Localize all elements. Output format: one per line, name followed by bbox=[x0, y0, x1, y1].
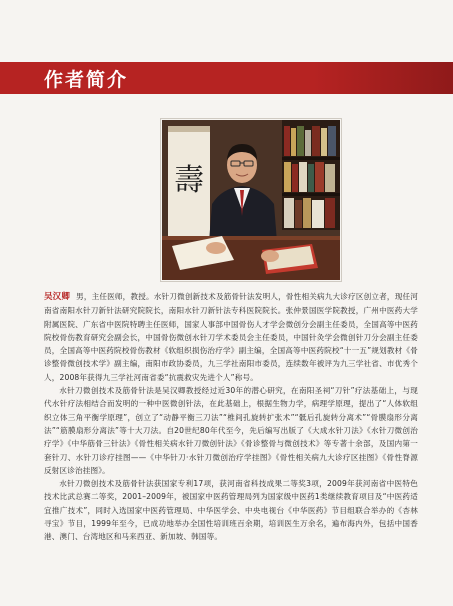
calligraphy-character: 壽 bbox=[174, 163, 204, 198]
title-banner bbox=[0, 62, 453, 94]
bio-paragraph-1 bbox=[44, 290, 418, 384]
bio-paragraph-2: 水针刀微创技术及筋骨针法是吴汉卿教授经过近30年的潜心研究，在南阳圣祠“刀针”疗法基础上，与现代水针疗法相结合而发明的一种中医微创针法，在此基础上，根据生物力学，病理学原理，提出了“人体软组织立体三角平衡学原理”，创立了“动静平衡三刀法”“椎间孔旋转扩张术”“骶后孔旋转分离术”“骨膜扇形分离法”“筋膜扇形分离法”等十大刀法。自20世纪80年代至今，先后编写出版了《大成水针刀法》《水针刀微创治疗学》《中华筋骨三针法》《骨性相关病水针刀微创针法》《骨诊整骨与微创技术》等专著十余部，及国内第一套针刀、水针刀诊疗挂图——《中华针刀·水针刀微创治疗学挂图》《骨性相关病九大诊疗区挂图》《骨性脊源反射区诊治挂图》。 bbox=[44, 386, 418, 475]
author-photo bbox=[162, 120, 340, 280]
page-title: 作者简介 bbox=[44, 69, 129, 91]
bio-paragraph-1-text: 男，主任医师，教授。水针刀微创新技术及筋骨针法发明人，骨性相关病九大诊疗区创立者，现任河南省南阳水针刀新针法研究院院长，南阳水针刀新针法专科医院院长。张仲景国医学院教授，广州中医药大学附属医院、广东省中医院特聘主任医师，国家人事部中国骨伤人才学会微创分会副主任委员，全国高等中医药院校骨伤教育研究会副会长，中国骨伤微创水针刀学术委员会主任委员，中国针灸学会微创针刀分会副主任委员，全国高等中医药院校骨伤教材《软组织损伤治疗学》副主编，全国高等中医药院校“十一五”规划教材《骨诊整骨微创技术学》副主编，南阳市政协委员，九三学社南阳市委员，连续数年被评为九三学社省、市优秀个人，2008年获得九三学社河南省委“抗震救灾先进个人”称号。 bbox=[44, 292, 418, 382]
author-bio bbox=[44, 290, 418, 544]
author-name: 吴汉卿 bbox=[44, 292, 71, 302]
bio-paragraph-3: 水针刀微创技术及筋骨针法获国家专利17项，获河南省科技成果二等奖3项，2009年获河南省中医特色技术比武总赛二等奖，2001–2009年，被国家中医药管理局列为国家级中医药1类继续教育项目及“中医药适宜推广技术”，同时入选国家中医药管理局、中华医学会、中央电视台《中华医药》节目组联合举办的《杏林寻宝》节目，1999年至今，已成功地举办全国性培训班百余期，培训医生万余名，遍布海内外，包括中国香港、澳门、台湾地区和马来西亚、新加坡、韩国等。 bbox=[44, 479, 418, 542]
banner-accent bbox=[313, 62, 453, 94]
